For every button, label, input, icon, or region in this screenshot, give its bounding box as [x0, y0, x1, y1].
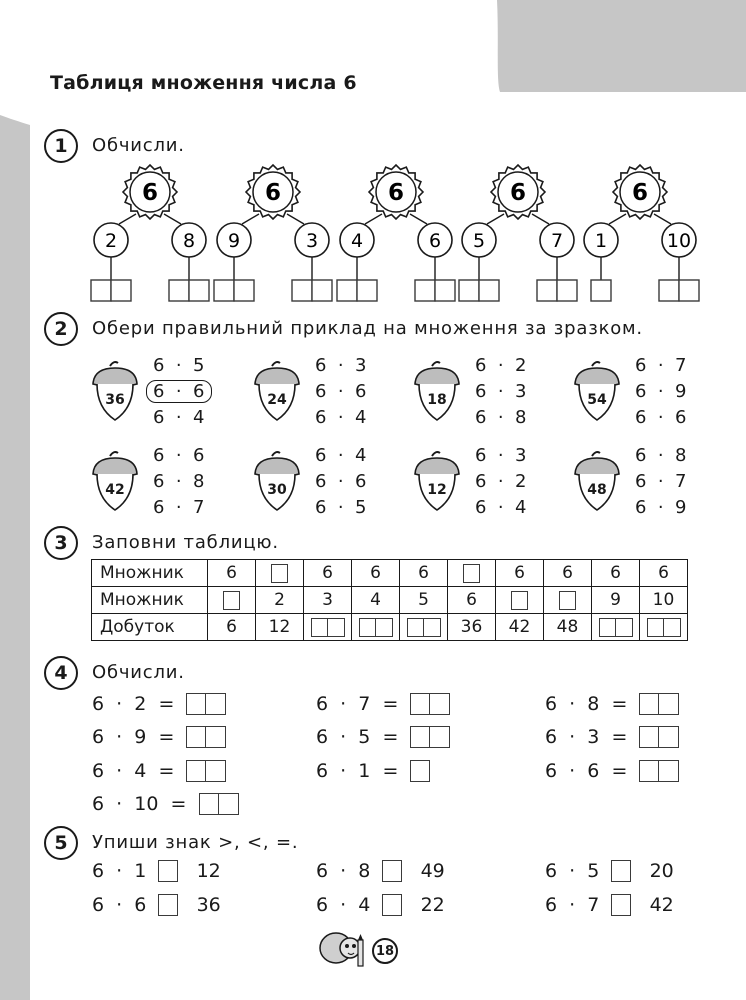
equation-expression: 6 · 5 =	[316, 726, 411, 748]
acorn-option[interactable]: 6 · 6	[315, 471, 367, 492]
acorn-option[interactable]: 6 · 3	[475, 381, 527, 402]
acorn-option[interactable]: 6 · 3	[475, 445, 527, 466]
flower-top-number: 6	[509, 180, 527, 206]
comparison	[92, 894, 221, 916]
acorn-option[interactable]: 6 · 8	[475, 407, 527, 428]
table-cell: 10	[640, 587, 688, 614]
answer-box[interactable]	[223, 591, 240, 610]
comparison-left: 6 · 5	[545, 860, 612, 882]
comparison	[316, 894, 445, 916]
flower-connector-line	[164, 214, 181, 224]
comparison-right: 22	[402, 894, 445, 916]
comparison-right: 20	[631, 860, 674, 882]
answer-box[interactable]	[659, 760, 679, 782]
acorn-option[interactable]: 6 · 8	[153, 471, 205, 492]
answer-box[interactable]	[91, 280, 111, 301]
table-cell: 5	[400, 587, 448, 614]
answer-box[interactable]	[557, 280, 577, 301]
flower-left-number: 9	[227, 230, 241, 252]
equation	[545, 693, 679, 715]
page-number: 18	[372, 938, 398, 964]
answer-box[interactable]	[410, 726, 430, 748]
acorn-value: 36	[105, 392, 125, 408]
answer-box[interactable]	[206, 726, 226, 748]
comparison-right: 12	[178, 860, 221, 882]
answer-box[interactable]	[376, 618, 393, 637]
equation	[92, 726, 226, 748]
acorn-option[interactable]: 6 · 9	[635, 497, 687, 518]
answer-box[interactable]	[463, 564, 480, 583]
answer-box[interactable]	[511, 591, 528, 610]
equation	[92, 793, 239, 815]
table-answer-cell[interactable]	[352, 614, 400, 641]
answer-box[interactable]	[559, 591, 576, 610]
answer-box[interactable]	[679, 280, 699, 301]
table-answer-cell[interactable]	[400, 614, 448, 641]
flower-exercises	[0, 160, 746, 310]
answer-box[interactable]	[599, 618, 616, 637]
flower-left-number: 1	[594, 230, 608, 252]
answer-box[interactable]	[337, 280, 357, 301]
table-row	[92, 614, 688, 641]
row-label: Множник	[92, 560, 208, 587]
answer-box[interactable]	[459, 280, 479, 301]
table-cell: 6	[304, 560, 352, 587]
acorn-option[interactable]: 6 · 9	[635, 381, 687, 402]
table-answer-cell[interactable]	[544, 587, 592, 614]
answer-box[interactable]	[410, 693, 430, 715]
answer-box[interactable]	[186, 760, 206, 782]
flower-exercise	[337, 165, 455, 301]
flower-right-number: 8	[182, 230, 196, 252]
answer-box[interactable]	[199, 793, 219, 815]
answer-box[interactable]	[639, 760, 659, 782]
flower-connector-line	[242, 214, 259, 224]
answer-box[interactable]	[312, 280, 332, 301]
answer-box[interactable]	[430, 693, 450, 715]
comparison-left: 6 · 7	[545, 894, 612, 916]
flower-connector-line	[532, 214, 549, 224]
equation	[545, 760, 679, 782]
table-cell: 6	[448, 587, 496, 614]
acorn-option[interactable]: 6 · 6	[153, 445, 205, 466]
equation-expression: 6 · 10 =	[92, 793, 199, 815]
section-number-5: 5	[44, 826, 78, 860]
table-answer-cell[interactable]	[592, 614, 640, 641]
table-answer-cell[interactable]	[448, 560, 496, 587]
acorn-option[interactable]: 6 · 5	[315, 497, 367, 518]
sign-box[interactable]	[382, 894, 402, 916]
comparison-right: 36	[178, 894, 221, 916]
answer-box[interactable]	[407, 618, 424, 637]
sign-box[interactable]	[158, 860, 178, 882]
equation	[316, 693, 450, 715]
answer-box[interactable]	[659, 726, 679, 748]
equation-expression: 6 · 3 =	[545, 726, 640, 748]
flower-connector-line	[654, 214, 671, 224]
flower-right-number: 6	[428, 230, 442, 252]
answer-box[interactable]	[659, 693, 679, 715]
answer-box[interactable]	[214, 280, 234, 301]
answer-box[interactable]	[664, 618, 681, 637]
answer-box[interactable]	[311, 618, 328, 637]
answer-box[interactable]	[206, 760, 226, 782]
page-title: Таблиця множення числа 6	[50, 72, 357, 94]
section-3-label: Заповни таблицю.	[92, 532, 279, 553]
table-answer-cell[interactable]	[496, 587, 544, 614]
acorn-option[interactable]: 6 · 7	[635, 355, 687, 376]
squirrel-mascot-icon	[316, 926, 372, 972]
table-cell: 6	[496, 560, 544, 587]
acorn-value: 54	[587, 392, 607, 408]
acorn-option[interactable]: 6 · 7	[635, 471, 687, 492]
flower-exercise	[584, 165, 699, 301]
flower-connector-line	[609, 214, 626, 224]
equation-expression: 6 · 2 =	[92, 693, 187, 715]
sign-box[interactable]	[382, 860, 402, 882]
acorn-option[interactable]: 6 · 6	[635, 407, 687, 428]
acorn-value: 42	[105, 482, 125, 498]
table-cell: 6	[544, 560, 592, 587]
equation-expression: 6 · 7 =	[316, 693, 411, 715]
answer-box[interactable]	[186, 693, 206, 715]
answer-box[interactable]	[292, 280, 312, 301]
answer-box[interactable]	[186, 726, 206, 748]
table-cell: 6	[592, 560, 640, 587]
answer-box[interactable]	[647, 618, 664, 637]
acorn-value: 18	[427, 392, 447, 408]
table-cell: 6	[400, 560, 448, 587]
acorn-option[interactable]: 6 · 4	[475, 497, 527, 518]
table-cell: 2	[256, 587, 304, 614]
equation-expression: 6 · 9 =	[92, 726, 187, 748]
table-answer-cell[interactable]	[304, 614, 352, 641]
section-number-3: 3	[44, 526, 78, 560]
table-cell: 6	[352, 560, 400, 587]
equation-expression: 6 · 6 =	[545, 760, 640, 782]
flower-connector-line	[410, 214, 427, 224]
answer-box[interactable]	[639, 693, 659, 715]
acorn-option[interactable]: 6 · 4	[153, 407, 205, 428]
table-cell: 6	[208, 560, 256, 587]
answer-box[interactable]	[189, 280, 209, 301]
table-cell: 9	[592, 587, 640, 614]
table-cell: 12	[256, 614, 304, 641]
flower-top-number: 6	[387, 180, 405, 206]
flower-connector-line	[487, 214, 504, 224]
answer-box[interactable]	[591, 280, 611, 301]
acorn-option[interactable]: 6 · 4	[315, 407, 367, 428]
answer-box[interactable]	[169, 280, 189, 301]
comparison-left: 6 · 1	[92, 860, 159, 882]
flower-top-number: 6	[141, 180, 159, 206]
acorn-option[interactable]: 6 · 3	[315, 355, 367, 376]
acorn-option[interactable]: 6 · 5	[153, 355, 205, 376]
comparison-left: 6 · 8	[316, 860, 383, 882]
answer-box[interactable]	[479, 280, 499, 301]
answer-box[interactable]	[219, 793, 239, 815]
acorn-option[interactable]: 6 · 2	[475, 471, 527, 492]
table-cell: 42	[496, 614, 544, 641]
acorn-value: 24	[267, 392, 287, 408]
flower-connector-line	[119, 214, 136, 224]
answer-box[interactable]	[206, 693, 226, 715]
acorn-option[interactable]: 6 · 4	[315, 445, 367, 466]
multiplication-table	[91, 559, 688, 641]
answer-box[interactable]	[271, 564, 288, 583]
sign-box[interactable]	[158, 894, 178, 916]
equation-expression: 6 · 8 =	[545, 693, 640, 715]
row-label: Множник	[92, 587, 208, 614]
sign-box[interactable]	[611, 860, 631, 882]
section-number-4: 4	[44, 656, 78, 690]
equation	[316, 760, 430, 782]
section-5-label: Упиши знак >, <, =.	[92, 832, 299, 853]
comparison	[545, 894, 674, 916]
acorn-value: 48	[587, 482, 607, 498]
answer-box[interactable]	[328, 618, 345, 637]
acorn-option[interactable]: 6 · 6	[146, 380, 212, 403]
table-answer-cell[interactable]	[640, 614, 688, 641]
table-row	[92, 587, 688, 614]
equation	[545, 726, 679, 748]
acorn-value: 12	[427, 482, 447, 498]
flower-connector-line	[365, 214, 382, 224]
flower-right-number: 10	[666, 230, 692, 252]
flower-right-number: 7	[550, 230, 564, 252]
equation-expression: 6 · 4 =	[92, 760, 187, 782]
answer-box[interactable]	[659, 280, 679, 301]
section-number-1: 1	[44, 129, 78, 163]
comparison	[92, 860, 221, 882]
flower-exercise	[91, 165, 209, 301]
answer-box[interactable]	[415, 280, 435, 301]
sign-box[interactable]	[611, 894, 631, 916]
section-1-label: Обчисли.	[92, 135, 185, 156]
answer-box[interactable]	[430, 726, 450, 748]
comparison-left: 6 · 6	[92, 894, 159, 916]
answer-box[interactable]	[357, 280, 377, 301]
table-row	[92, 560, 688, 587]
comparison-right: 49	[402, 860, 445, 882]
flower-left-number: 5	[472, 230, 486, 252]
acorn-option[interactable]: 6 · 6	[315, 381, 367, 402]
row-label: Добуток	[92, 614, 208, 641]
answer-box[interactable]	[359, 618, 376, 637]
answer-box[interactable]	[537, 280, 557, 301]
flower-exercise	[214, 165, 332, 301]
comparison-right: 42	[631, 894, 674, 916]
answer-box[interactable]	[234, 280, 254, 301]
table-answer-cell[interactable]	[208, 587, 256, 614]
equation-expression: 6 · 1 =	[316, 760, 411, 782]
table-cell: 36	[448, 614, 496, 641]
answer-box[interactable]	[111, 280, 131, 301]
flower-exercise	[459, 165, 577, 301]
table-cell: 4	[352, 587, 400, 614]
answer-box[interactable]	[639, 726, 659, 748]
flower-top-number: 6	[264, 180, 282, 206]
equation	[92, 693, 226, 715]
flower-left-number: 2	[104, 230, 118, 252]
flower-top-number: 6	[631, 180, 649, 206]
section-4-label: Обчисли.	[92, 662, 185, 683]
acorn-option[interactable]: 6 · 2	[475, 355, 527, 376]
answer-box[interactable]	[435, 280, 455, 301]
acorn-option[interactable]: 6 · 8	[635, 445, 687, 466]
flower-right-number: 3	[305, 230, 319, 252]
acorn-value: 30	[267, 482, 287, 498]
answer-box[interactable]	[410, 760, 430, 782]
section-2-label: Обери правильний приклад на множення за зразком.	[92, 318, 643, 339]
section-number-2: 2	[44, 312, 78, 346]
comparison	[316, 860, 445, 882]
comparison-left: 6 · 4	[316, 894, 383, 916]
table-cell: 3	[304, 587, 352, 614]
answer-box[interactable]	[424, 618, 441, 637]
table-answer-cell[interactable]	[256, 560, 304, 587]
flower-connector-line	[287, 214, 304, 224]
equation	[316, 726, 450, 748]
acorn-option[interactable]: 6 · 7	[153, 497, 205, 518]
table-cell: 6	[208, 614, 256, 641]
table-cell: 6	[640, 560, 688, 587]
table-cell: 48	[544, 614, 592, 641]
flower-left-number: 4	[350, 230, 364, 252]
comparison	[545, 860, 674, 882]
equation	[92, 760, 226, 782]
answer-box[interactable]	[616, 618, 633, 637]
